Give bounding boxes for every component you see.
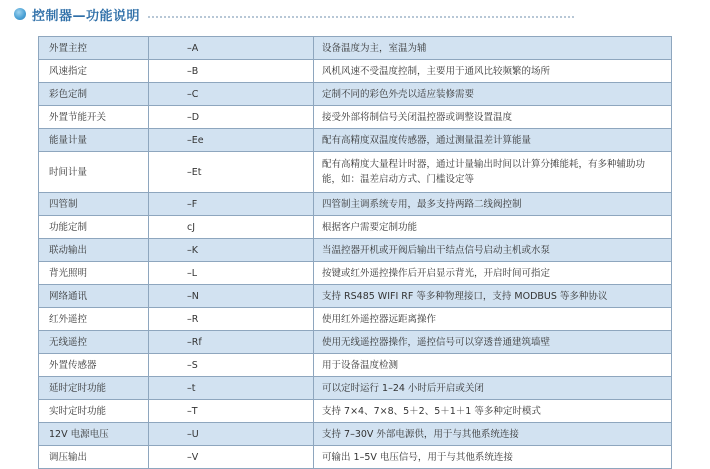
function-code-cell: –V <box>149 446 314 469</box>
function-name-cell: 风速指定 <box>39 60 149 83</box>
function-name-cell: 功能定制 <box>39 216 149 239</box>
function-name-cell: 红外遥控 <box>39 308 149 331</box>
table-row <box>39 285 672 308</box>
table-row <box>39 354 672 377</box>
function-description-cell: 风机风速不受温度控制，主要用于通风比较频繁的场所 <box>314 60 672 83</box>
function-name-cell: 实时定时功能 <box>39 400 149 423</box>
function-name-cell: 延时定时功能 <box>39 377 149 400</box>
function-description-cell: 配有高精度双温度传感器，通过测量温差计算能量 <box>314 129 672 152</box>
function-code-cell: –C <box>149 83 314 106</box>
function-description-cell: 可输出 1–5V 电压信号，用于与其他系统连接 <box>314 446 672 469</box>
function-description-cell: 按键或红外遥控操作后开启显示背光，开启时间可指定 <box>314 262 672 285</box>
function-table-body <box>39 37 672 469</box>
section-title: 控制器—功能说明 <box>32 8 141 24</box>
section-header <box>14 4 574 24</box>
function-name-cell: 四管制 <box>39 193 149 216</box>
function-name-cell: 无线遥控 <box>39 331 149 354</box>
function-name-cell: 调压输出 <box>39 446 149 469</box>
function-description-cell: 可以定时运行 1–24 小时后开启或关闭 <box>314 377 672 400</box>
function-table <box>38 36 672 469</box>
table-row <box>39 239 672 262</box>
table-row <box>39 262 672 285</box>
function-name-cell: 外置传感器 <box>39 354 149 377</box>
table-row <box>39 129 672 152</box>
table-row <box>39 331 672 354</box>
dotted-divider <box>148 16 574 18</box>
function-description-cell: 定制不同的彩色外壳以适应装修需要 <box>314 83 672 106</box>
function-description-cell: 使用无线遥控器操作，遥控信号可以穿透普通建筑墙壁 <box>314 331 672 354</box>
table-row <box>39 400 672 423</box>
function-name-cell: 外置主控 <box>39 37 149 60</box>
function-description-cell: 设备温度为主，室温为辅 <box>314 37 672 60</box>
table-row <box>39 216 672 239</box>
table-row <box>39 423 672 446</box>
table-row <box>39 193 672 216</box>
function-code-cell: –K <box>149 239 314 262</box>
table-row <box>39 37 672 60</box>
bullet-icon <box>14 8 26 20</box>
function-description-cell: 四管制主调系统专用，最多支持两路二线阀控制 <box>314 193 672 216</box>
table-row <box>39 106 672 129</box>
function-description-cell: 接受外部将制信号关闭温控器或调整设置温度 <box>314 106 672 129</box>
table-row <box>39 60 672 83</box>
function-code-cell: –U <box>149 423 314 446</box>
function-code-cell: –D <box>149 106 314 129</box>
function-code-cell: –L <box>149 262 314 285</box>
table-row <box>39 152 672 193</box>
function-description-cell: 当温控器开机或开阀后输出干结点信号启动主机或水泵 <box>314 239 672 262</box>
function-code-cell: –S <box>149 354 314 377</box>
function-code-cell: –A <box>149 37 314 60</box>
function-code-cell: –Et <box>149 152 314 193</box>
function-description-cell: 用于设备温度检测 <box>314 354 672 377</box>
function-code-cell: –R <box>149 308 314 331</box>
function-description-cell: 使用红外遥控器远距离操作 <box>314 308 672 331</box>
function-code-cell: –F <box>149 193 314 216</box>
function-name-cell: 彩色定制 <box>39 83 149 106</box>
function-code-cell: –B <box>149 60 314 83</box>
function-description-cell: 支持 RS485 WIFI RF 等多种物理接口，支持 MODBUS 等多种协议 <box>314 285 672 308</box>
function-description-cell: 根据客户需要定制功能 <box>314 216 672 239</box>
function-description-cell: 配有高精度大量程计时器，通过计量输出时间以计算分摊能耗，有多种辅助功能，如：温差启动方式、门槛设定等 <box>314 152 672 193</box>
function-name-cell: 背光照明 <box>39 262 149 285</box>
function-code-cell: –t <box>149 377 314 400</box>
function-name-cell: 联动输出 <box>39 239 149 262</box>
function-code-cell: cJ <box>149 216 314 239</box>
function-code-cell: –N <box>149 285 314 308</box>
function-description-cell: 支持 7×4、7×8、5＋2、5＋1＋1 等多种定时模式 <box>314 400 672 423</box>
table-row <box>39 308 672 331</box>
function-name-cell: 外置节能开关 <box>39 106 149 129</box>
function-code-cell: –Ee <box>149 129 314 152</box>
table-row <box>39 83 672 106</box>
function-name-cell: 时间计量 <box>39 152 149 193</box>
function-name-cell: 网络通讯 <box>39 285 149 308</box>
function-code-cell: –Rf <box>149 331 314 354</box>
function-name-cell: 12V 电源电压 <box>39 423 149 446</box>
function-name-cell: 能量计量 <box>39 129 149 152</box>
table-row <box>39 446 672 469</box>
function-code-cell: –T <box>149 400 314 423</box>
function-description-cell: 支持 7–30V 外部电源供，用于与其他系统连接 <box>314 423 672 446</box>
table-row <box>39 377 672 400</box>
